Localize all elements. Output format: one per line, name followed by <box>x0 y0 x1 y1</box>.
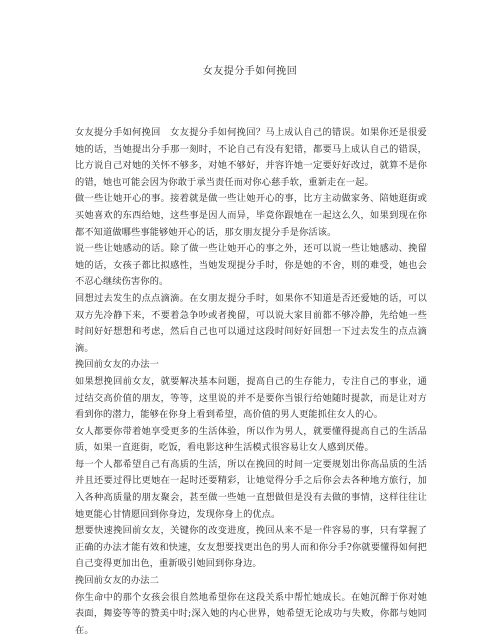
document-body <box>75 125 427 639</box>
document-title: 女友提分手如何挽回 <box>202 66 298 77</box>
paragraph-improve-value: 如果想挽回前女友，就要解决基本问题，提高自己的生存能力，专注自己的事业，通过结交高价值的朋友，等等，这里说的并不是要你当银行给她随时提款，而是让对方看到你的潜力，能够在你身上看到希望，高价值的男人更能抓住女人的心。 <box>75 375 427 421</box>
section-heading-method-one: 挽回前女友的办法一 <box>75 359 160 371</box>
paragraph-intro: 女友提分手如何挽回 女友提分手如何挽回？马上成认自己的错误。如果你还是很爱她的话，当她提出分手那一刻时，不论自己有没有犯错，都要马上成认自己的错误，比方说自己对她的关怀不够多，对她不够好，并容许她一定要好好改过，就算不是你的错，她也可能会因为你敢于承当责任而对你心慈手软，重新走在一起。 <box>75 127 427 188</box>
paragraph-grow-together: 你生命中的那个女孩会很自然地希望你在这段关系中帮忙她成长。在她沉醉于你对她表面，舞姿等等的赞美中时;深入她的内心世界，她希望无论成功与失败，你都与她同在。 <box>75 591 427 636</box>
paragraph-quick-change: 想要快速挽回前女友，关键你的改变进度，挽回从来不是一件容易的事，只有掌握了正确的办法才能有效和快速，女友想要找更出色的男人而和你分手?你就要懂得如何把自己变得更加出色，重新吸引她回到你身边。 <box>75 525 427 570</box>
paragraph-make-happy: 做一些让她开心的事。接着就是做一些让她开心的事，比方主动做家务、陪她逛街或买她喜欢的东西给她，这些事是因人而异，毕竟你跟她在一起这么久，如果到现在你都不知道做哪些事能够她开心的话，那女朋友提分手是你活该。 <box>75 193 427 238</box>
paragraph-touching-words: 说一些让她感动的话。除了做一些让她开心的事之外，还可以说一些让她感动、挽留她的话，女孩子都比拟感性，当她发现提分手时，你是她的不舍，则的难受，她也会不忍心继续伤害你的。 <box>75 243 427 288</box>
section-heading-method-two: 挽回前女友的办法二 <box>75 575 160 587</box>
paragraph-recall-past: 回想过去发生的点点滴滴。在女朋友提分手时，如果你不知道是否还爱她的话，可以双方先冷静下来，不要着急争吵或者挽留，可以说大家目前都不够冷静，先给她一些时间好好想想和考虑，然后自己也可以通过这段时间好好回想一下过去发生的点点滴滴。 <box>75 292 427 354</box>
paragraph-life-quality: 女人都要你带着她享受更多的生活体验，所以作为男人，就要懂得提高自己的生活品质，如果一直逛街，吃饭，看电影这种生活模式很容易让女人感到厌倦。 <box>75 425 427 454</box>
paragraph-high-quality-life: 每一个人都希望自己有高质的生活，所以在挽回的时间一定要规划出你高品质的生活并且还要过得比更她在一起时还要精彩，让她觉得分手之后你会去各种地方旅行，加入各种高质量的朋友聚会，甚至做一些她一直想做但是没有去做的事情，这样往往让她更能心甘情愿回到你身边，发现你身上的优点。 <box>75 458 427 520</box>
